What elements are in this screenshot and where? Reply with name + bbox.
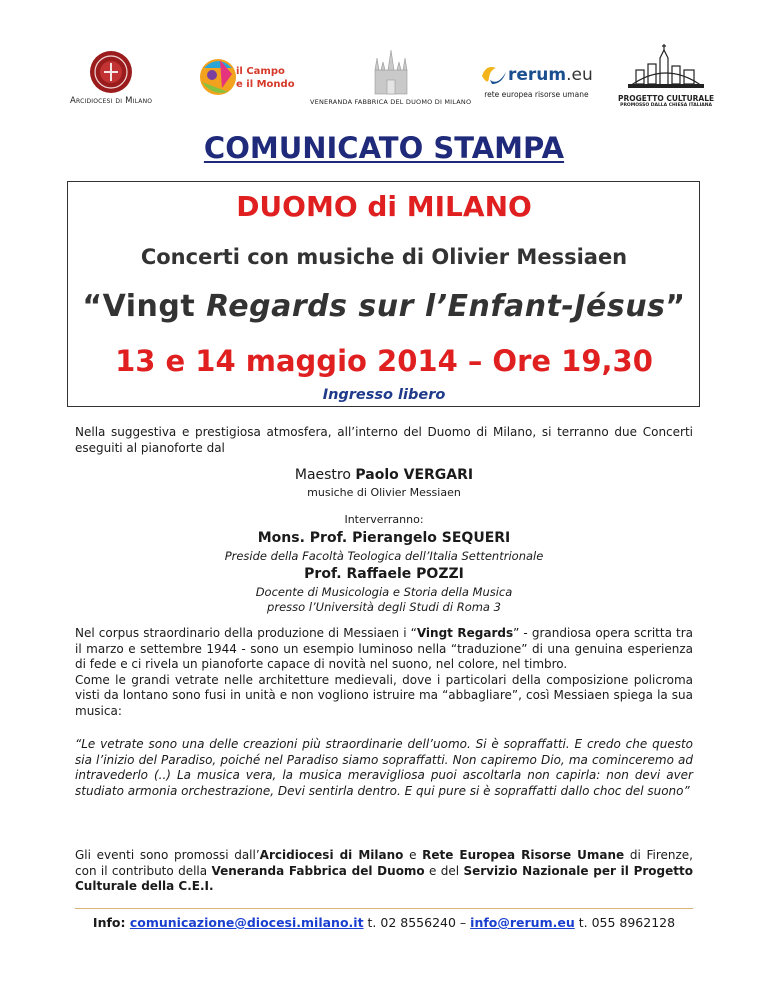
diocese-seal-icon — [89, 50, 133, 94]
speakers-label: Interverranno: — [344, 513, 424, 526]
speaker-2-role-2: presso l’Università degli Studi di Roma 3 — [267, 600, 501, 614]
work-title: “Vingt Regards sur l’Enfant-Jésus” — [82, 289, 686, 324]
campo-text-2: e il Mondo — [236, 79, 295, 90]
event-dates: 13 e 14 maggio 2014 – Ore 19,30 — [115, 344, 653, 378]
phone-rerum: t. 055 8962128 — [578, 915, 676, 930]
town-skyline-icon — [626, 40, 706, 92]
info-label: Info — [92, 915, 121, 930]
rerum-swoosh-icon — [480, 62, 508, 88]
promoters-paragraph: Gli eventi sono promossi dall’Arcidiocesi di Milano e Rete Europea Risorse Umane di Firenze, con il contributo della Veneranda Fabbrica del Duomo e del Servizio Nazionale per il Progetto Culturale della C.E.I. — [75, 848, 694, 893]
info-divider — [75, 908, 693, 909]
fabbrica-logo — [310, 48, 471, 106]
email-link-rerum[interactable]: info@rerum.eu — [470, 915, 575, 930]
page-title: COMUNICATO STAMPA — [203, 131, 565, 165]
rerum-name: rerum — [508, 65, 567, 85]
speaker-1-role: Preside della Facoltà Teologica dell’Italia Settentrionale — [224, 549, 544, 563]
speaker-2-name: Prof. Raffaele POZZI — [304, 566, 464, 582]
entry-note: Ingresso libero — [322, 387, 446, 403]
campo-mondo-icon — [198, 48, 295, 106]
progetto-culturale-logo — [618, 40, 714, 108]
cathedral-icon — [365, 48, 417, 96]
contact-info: Info: comunicazione@diocesi.milano.it t. 02 8556240 – info@rerum.eu t. 055 8962128 — [92, 915, 676, 930]
body-paragraph — [75, 626, 693, 719]
progetto-subtitle: PROMOSSO DALLA CHIESA ITALIANA — [620, 103, 712, 108]
email-link-diocesi[interactable]: comunicazione@diocesi.milano.it — [129, 915, 364, 930]
fabbrica-caption: VENERANDA FABBRICA DEL DUOMO DI MILANO — [310, 98, 472, 106]
performer-line: Maestro Paolo VERGARI — [294, 467, 474, 483]
progetto-title: PROGETTO CULTURALE — [618, 94, 715, 103]
rerum-tld: .eu — [566, 65, 593, 85]
rerum-logo — [480, 62, 593, 99]
campo-mondo-logo — [198, 48, 295, 106]
rerum-tagline: rete europea risorse umane — [484, 90, 589, 99]
intro-paragraph: Nella suggestiva e prestigiosa atmosfera, all’interno del Duomo di Milano, si terranno due Concerti eseguiti al pianoforte dal — [75, 425, 693, 455]
speaker-2-role-1: Docente di Musicologia e Storia della Musica — [255, 585, 513, 599]
arcidiocesi-logo — [70, 50, 152, 106]
body-paragraph-2: Come le grandi vetrate nelle architetture medievali, dove i particolari della composizione policroma visti da lontano sono fusi in unità e non vogliono istruire ma “abbagliare”, così Messiaen spiega la sua musica: — [75, 672, 693, 718]
concert-subtitle: Concerti con musiche di Olivier Messiaen — [140, 245, 628, 269]
performer-note: musiche di Olivier Messiaen — [307, 486, 461, 499]
body-paragraph-1: Nel corpus straordinario della produzione di Messiaen i “Vingt Regards” - grandiosa opera scritta tra il marzo e settembre 1944 - sono un esempio luminoso nella “traduzione” di una genuina esperienza di fede e ci rivela un pianoforte capace di novità nel suono, nel colore, nel timbro. — [75, 626, 694, 671]
campo-text-1: il Campo — [236, 66, 285, 77]
arcidiocesi-caption: Arcidiocesi di Milano — [70, 96, 153, 106]
info-separator: – — [459, 915, 467, 930]
messiaen-quote: “Le vetrate sono una delle creazioni più straordinarie dell’uomo. Si è sopraffatti. E credo che questo sia l’inizio del Paradiso, poiché nel Paradiso siamo sopraffatti. Non capiremo Dio, ma cominceremo ad intravederlo (..) La musica vera, la musica meravigliosa puoi ascoltarla non capirla: non devi aver studiato armonia orchestrazione, Devi sentirla dentro. E qui pure si è sopraffatti dallo choc del suono” — [75, 737, 693, 798]
logo-strip — [70, 40, 715, 115]
phone-diocesi: t. 02 8556240 — [367, 915, 456, 930]
speaker-1-name: Mons. Prof. Pierangelo SEQUERI — [257, 530, 511, 546]
venue-title: DUOMO di MILANO — [236, 190, 532, 223]
